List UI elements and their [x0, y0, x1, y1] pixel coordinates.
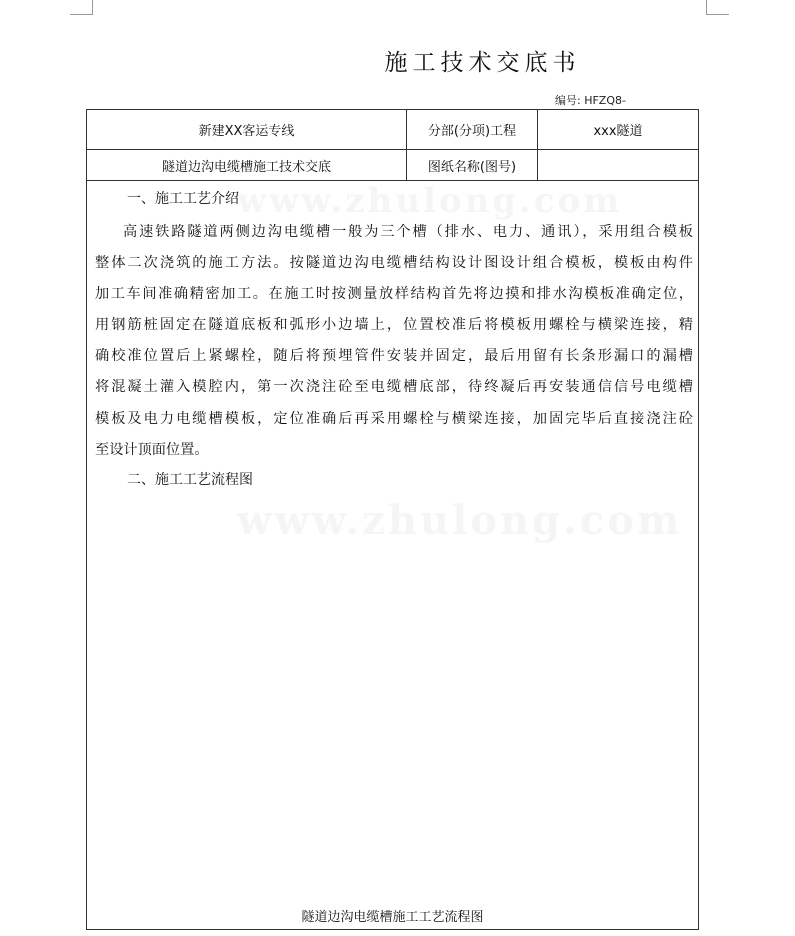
section-heading-process-flowchart: 二、施工工艺流程图	[127, 472, 253, 488]
drawing-name-label-cell: 图纸名称(图号)	[407, 150, 538, 180]
watermark-middle: www.zhulong.com	[237, 497, 683, 544]
paragraph-line: 模板及电力电缆槽模板，定位准确后再采用螺栓与横梁连接，加固完毕后直接浇注砼	[95, 410, 693, 427]
page-corner-mark-left	[70, 0, 93, 15]
disclosure-form	[86, 109, 699, 930]
paragraph-line: 加工车间准确精密加工。在施工时按测量放样结构首先将边摸和排水沟模板准确定位，	[95, 286, 693, 303]
project-name-cell: 新建XX客运专线	[87, 110, 407, 149]
form-row-project	[87, 110, 698, 150]
paragraph-line: 将混凝土灌入模腔内，第一次浇注砼至电缆槽底部，待终凝后再安装通信信号电缆槽	[95, 379, 693, 396]
process-description-paragraph	[95, 217, 693, 466]
paragraph-line: 高速铁路隧道两侧边沟电缆槽一般为三个槽（排水、电力、通讯），采用组合模板	[123, 224, 693, 240]
document-title: 施工技术交底书	[384, 50, 581, 76]
content-area	[87, 181, 698, 931]
flowchart-caption: 隧道边沟电缆槽施工工艺流程图	[301, 910, 484, 925]
paragraph-line: 至设计顶面位置。	[95, 441, 209, 458]
subproject-value-cell: xxx隧道	[593, 124, 643, 139]
section-heading-process-intro: 一、施工工艺介绍	[127, 191, 239, 207]
disclosure-subject-cell: 隧道边沟电缆槽施工技术交底	[87, 150, 407, 180]
watermark-top: www.zhulong.com	[237, 181, 623, 221]
paragraph-line: 确校准位置后上紧螺栓，随后将预埋管件安装并固定，最后用留有长条形漏口的漏槽	[95, 348, 693, 365]
paragraph-line: 整体二次浇筑的施工方法。按隧道边沟电缆槽结构设计图设计组合模板，模板由构件	[95, 255, 693, 272]
drawing-name-value-cell	[538, 150, 698, 180]
subproject-label-cell: 分部(分项)工程	[407, 110, 538, 149]
serial-number: 编号: HFZQ8-	[555, 94, 626, 107]
paragraph-line: 用钢筋桩固定在隧道底板和弧形小边墙上，位置校准后将模板用螺栓与横梁连接，精	[95, 317, 693, 334]
page-corner-mark-right	[706, 0, 729, 15]
form-row-drawing	[87, 150, 698, 181]
